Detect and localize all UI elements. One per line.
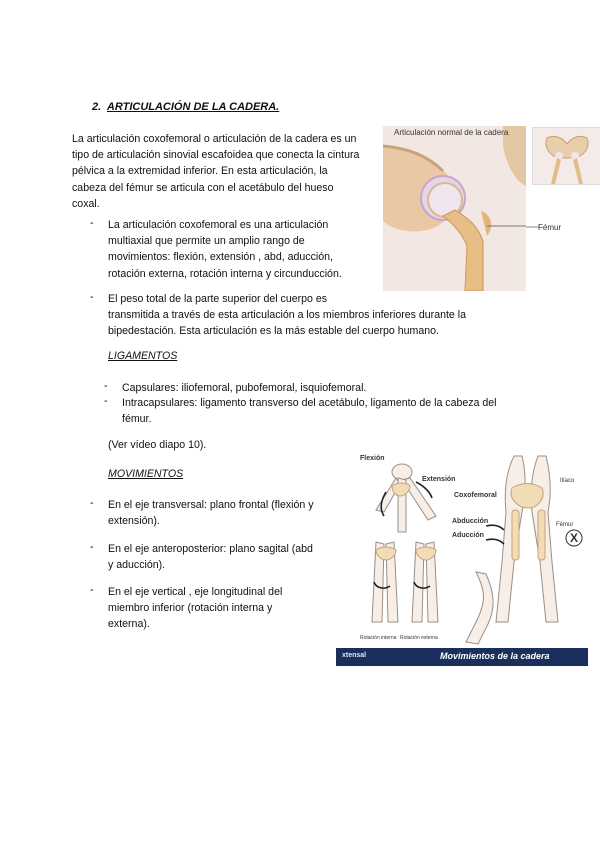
figure2-banner-title: Movimientos de la cadera	[440, 651, 550, 661]
section-heading	[92, 101, 279, 113]
bullet-line: movimientos: flexión, extensión , abd, aducción,	[108, 251, 333, 264]
intro-line: La articulación coxofemoral o articulación de la cadera es un	[72, 133, 357, 145]
figure2-brand: xtensal	[342, 652, 367, 659]
movimiento-line: En el eje anteroposterior: plano sagital (abd	[108, 543, 313, 555]
movimientos-title: MOVIMIENTOS	[108, 468, 184, 480]
ligamento-line: Capsulares: iliofemoral, pubofemoral, isquiofemoral.	[122, 382, 367, 394]
movimiento-item	[108, 497, 333, 529]
bullet-dash: -	[90, 497, 94, 509]
section-title: ARTICULACIÓN DE LA CADERA.	[106, 101, 280, 113]
movimiento-line: extensión).	[108, 515, 160, 528]
figure2-banner	[336, 648, 588, 666]
hip-joint-illustration	[383, 126, 526, 291]
label-rotacion-externa: Rotación externa	[400, 635, 438, 641]
hip-movements-figure	[336, 452, 588, 666]
hip-movements-illustration	[336, 452, 588, 648]
bullet-item	[108, 291, 508, 340]
movimiento-item	[108, 584, 333, 633]
intro-paragraph	[72, 131, 382, 212]
bullet-line: rotación externa, rotación interna y circunducción.	[108, 267, 342, 280]
hip-joint-figure	[383, 126, 526, 291]
label-extension: Extensión	[422, 476, 456, 483]
bullet-line: transmitida a través de esta articulación a los miembros inferiores durante la	[108, 309, 466, 322]
section-number: 2.	[92, 101, 102, 113]
movimiento-line: En el eje vertical , eje longitudinal del	[108, 586, 283, 598]
movimiento-line: miembro inferior (rotación interna y	[108, 602, 273, 615]
label-aduccion: Aducción	[452, 532, 484, 539]
label-coxofemoral: Coxofemoral	[454, 492, 497, 499]
label-rotacion-interna: Rotación interna	[360, 635, 397, 641]
bullet-dash: -	[90, 217, 94, 229]
ligamento-item	[122, 395, 502, 427]
bullet-item	[108, 217, 378, 282]
intro-line: cabeza del fémur se articula con el acetábulo del hueso	[72, 181, 334, 194]
intro-line: coxal.	[72, 197, 100, 210]
pelvis-thumbnail-illustration	[533, 128, 600, 184]
intro-line: tipo de articulación sinovial escafoidea que conecta la cintura	[72, 149, 360, 162]
figure1-femur-label: Fémur	[538, 223, 562, 232]
figure1-caption: Articulación normal de la cadera	[394, 128, 509, 137]
movimiento-line: En el eje transversal: plano frontal (flexión y	[108, 499, 314, 511]
movimiento-line: externa).	[108, 618, 150, 631]
ligamentos-title: LIGAMENTOS	[108, 350, 178, 362]
movimiento-item	[108, 541, 333, 573]
bullet-dash: -	[90, 541, 94, 553]
label-flexion: Flexión	[360, 455, 385, 462]
ligamento-line: fémur.	[122, 413, 152, 426]
label-iliaco: Ilíaco	[560, 478, 575, 484]
label-abduccion: Abducción	[452, 518, 489, 525]
bullet-dash: -	[104, 395, 108, 407]
pelvis-thumbnail	[532, 127, 600, 185]
bullet-line: El peso total de la parte superior del cuerpo es	[108, 293, 328, 305]
bullet-dash: -	[90, 291, 94, 303]
bullet-dash: -	[90, 584, 94, 596]
figure1-label-line	[526, 226, 540, 228]
bullet-dash: -	[104, 380, 108, 392]
ligamento-item	[122, 380, 502, 396]
ligamento-line: Intracapsulares: ligamento transverso del acetábulo, ligamento de la cabeza del	[122, 397, 497, 409]
axis-x-symbol: X	[570, 531, 579, 545]
label-femur: Fémur	[556, 522, 574, 528]
bullet-line: bipedestación. Esta articulación es la más estable del cuerpo humano.	[108, 325, 439, 338]
bullet-line: La articulación coxofemoral es una articulación	[108, 219, 329, 231]
intro-line: pélvica a la extremidad inferior. En esta articulación, la	[72, 165, 328, 178]
movimiento-line: y aducción).	[108, 559, 166, 572]
video-note: (Ver vídeo diapo 10).	[108, 439, 207, 451]
bullet-line: multiaxial que permite un amplio rango de	[108, 235, 305, 248]
